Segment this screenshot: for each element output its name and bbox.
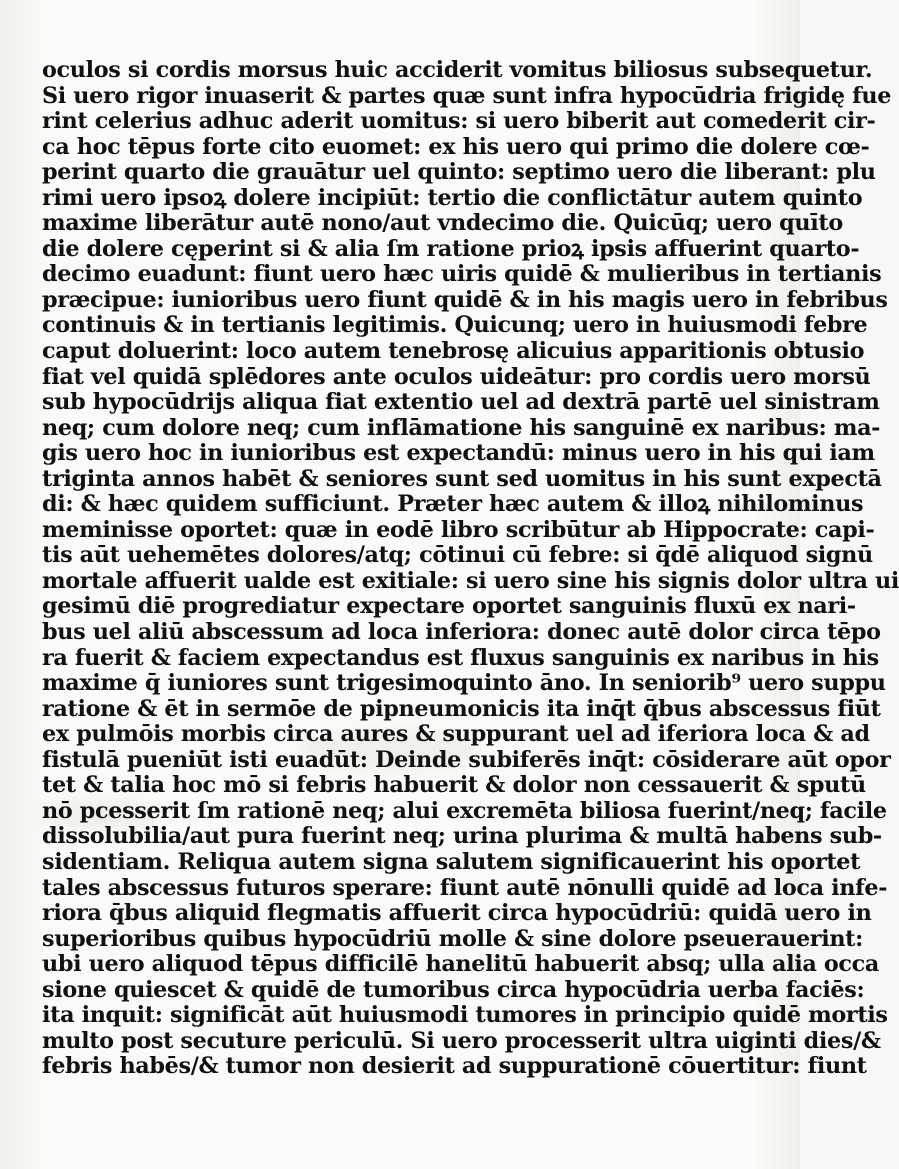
text-line: ra fuerit & faciem expectandus est fluxus sanguinis ex naribus in his xyxy=(42,644,879,671)
text-line: rimi uero ipsoꝝ dolere incipiūt: tertio die conflictātur autem quinto xyxy=(42,184,863,211)
text-line: fiat vel quidā splēdores ante oculos uideātur: pro cordis uero morsū xyxy=(42,363,871,390)
text-line: bus uel aliū abscessum ad loca inferiora: donec autē dolor circa tēpo xyxy=(42,619,881,646)
text-line: ratione & ēt in sermōe de pipneumonicis ita inq̄t q̄bus abscessus fiūt xyxy=(42,695,881,722)
text-line: gesimū diē progrediatur expectare oportet sanguinis fluxū ex nari- xyxy=(42,593,856,620)
text-line: rint celerius adhuc aderit uomitus: si uero biberit aut comederit cir- xyxy=(42,108,876,135)
text-line: fistulā pueniūt isti euadūt: Deinde subiferēs inq̄t: cōsiderare aūt opor xyxy=(42,746,891,773)
text-line: die dolere cęperint si & alia ſm ratione prioꝝ ipsis affuerint quarto- xyxy=(42,235,860,262)
text-line: gis uero hoc in iunioribus est expectandū: minus uero in his qui iam xyxy=(42,440,875,467)
text-line: præcipue: iunioribus uero fiunt quidē & in his magis uero in febribus xyxy=(42,286,888,313)
text-line: sidentiam. Reliqua autem signa salutem significauerint his oportet xyxy=(42,848,861,875)
text-line: dissolubilia/aut pura fuerint neq; urina plurima & multā habens sub- xyxy=(42,823,882,850)
text-line: nō pcesserit ſm rationē neq; alui excremēta biliosa fuerint/neq; facile xyxy=(42,797,887,824)
text-line: tet & talia hoc mō si febris habuerit & dolor non cessauerit & sputū xyxy=(42,772,866,799)
text-line: ca hoc tēpus forte cito euomet: ex his uero qui primo die dolere cœ- xyxy=(42,133,870,160)
text-line: mortale affuerit ualde est exitiale: si uero sine his signis dolor ultra ui xyxy=(42,567,899,594)
text-line: riora q̄bus aliquid flegmatis affuerit circa hypocūdriū: quidā uero in xyxy=(42,900,872,927)
text-line: oculos si cordis morsus huic acciderit vomitus biliosus subsequetur. xyxy=(42,57,873,83)
body-text xyxy=(42,57,899,1080)
text-line: ubi uero aliquod tēpus difficilē hanelitū habuerit absq; ulla alia occa xyxy=(42,951,879,978)
text-line: tis aūt uehemētes dolores/atq; cōtinui cū febre: si q̄dē aliquod signū xyxy=(42,542,873,569)
text-line: ita inquit: significāt aūt huiusmodi tumores in principio quidē mortis xyxy=(42,1002,888,1029)
text-line: tales abscessus futuros sperare: fiunt autē nōnulli quidē ad loca infe- xyxy=(42,874,888,901)
text-line: continuis & in tertianis legitimis. Quicunq; uero in huiusmodi febre xyxy=(42,312,868,339)
text-line: di: & hæc quidem sufficiunt. Præter hæc autem & illoꝝ nihilominus xyxy=(42,491,864,518)
text-line: sione quiescet & quidē de tumoribus circa hypocūdria uerba faciēs: xyxy=(42,976,865,1003)
text-line: triginta annos habēt & seniores sunt sed uomitus in his sunt expectā xyxy=(42,465,882,492)
text-line: neq; cum dolore neq; cum inflāmatione his sanguinē ex naribus: ma- xyxy=(42,414,881,441)
text-line: caput doluerint: loco autem tenebrosę alicuius apparitionis obtusio xyxy=(42,338,865,365)
text-line: superioribus quibus hypocūdriū molle & sine dolore pseuerauerint: xyxy=(42,925,864,952)
text-line: perint quarto die grauātur uel quinto: septimo uero die liberant: plu xyxy=(42,159,876,186)
text-line: febris habēs/& tumor non desierit ad suppurationē cōuertitur: fiunt xyxy=(42,1053,867,1080)
text-line: ex pulmōis morbis circa aures & suppurant uel ad iferiora loca & ad xyxy=(42,721,870,748)
text-line: sub hypocūdrijs aliqua fiat extentio uel ad dextrā partē uel sinistram xyxy=(42,389,880,416)
text-line: meminisse oportet: quæ in eodē libro scribūtur ab Hippocrate: capi- xyxy=(42,516,875,543)
text-line: multo post secuture periculū. Si uero processerit ultra uiginti dies/& xyxy=(42,1027,881,1054)
text-line: maxime liberātur autē nono/aut vndecimo die. Quicūq; uero quīto xyxy=(42,210,843,237)
text-line: Si uero rigor inuaserit & partes quæ sunt infra hypocūdria frigidę fue xyxy=(42,82,892,109)
text-line: maxime q̄ iuniores sunt trigesimoquinto āno. In seniorib⁹ uero suppu xyxy=(42,670,886,697)
text-line: decimo euadunt: fiunt uero hæc uiris quidē & mulieribus in tertianis xyxy=(42,261,882,288)
